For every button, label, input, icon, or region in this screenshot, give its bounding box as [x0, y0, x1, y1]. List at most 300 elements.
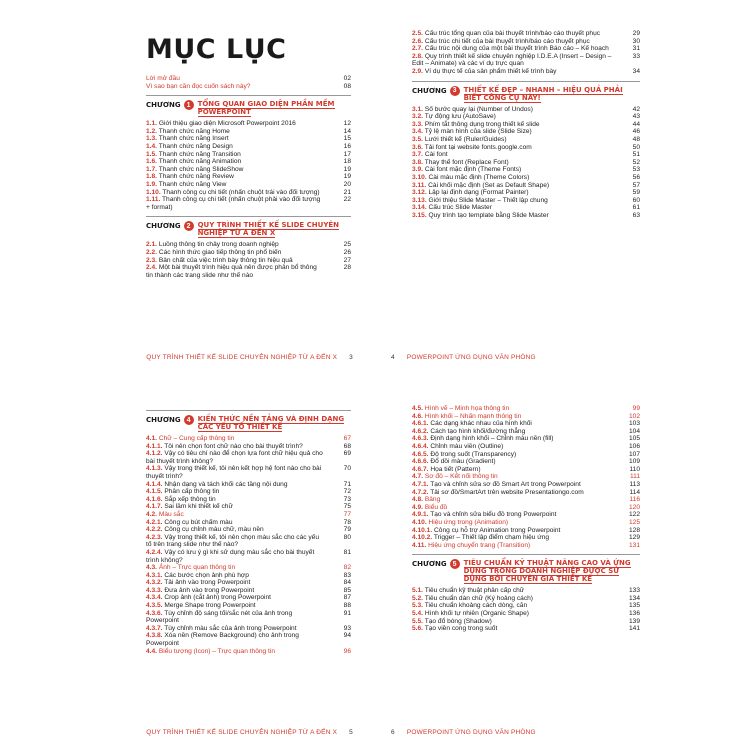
toc-entry [412, 489, 640, 497]
toc-entry [412, 30, 640, 38]
footer [391, 729, 536, 736]
chapter-title-text: TỔNG QUAN GIAO DIỆN PHẦN MỀM POWERPOINT [197, 100, 335, 117]
toc-entry-text [146, 264, 335, 279]
toc-entry-number: 4.9.1. [412, 511, 429, 519]
toc-entry-page: 51 [632, 151, 640, 159]
toc-entry-number: 4.6.6. [412, 458, 429, 466]
toc-entry [412, 204, 640, 212]
toc-entry-title: Tiêu chuẩn dàn chữ (Ký hoảng cách) [424, 594, 533, 602]
chapter-label: CHƯƠNG [146, 222, 181, 231]
toc-entry-text [412, 602, 624, 610]
toc-entry [146, 264, 351, 279]
toc-entry-number: 4.1.7. [146, 503, 163, 511]
toc-entry-text [412, 435, 624, 443]
toc-entry-text [412, 204, 624, 212]
toc-entry-number: 2.9. [412, 67, 423, 75]
toc-entry [146, 143, 351, 151]
chapter-title [464, 559, 640, 583]
toc-entry-title: Họa tiết (Pattern) [430, 465, 481, 473]
toc-entry-number: 4.8. [412, 496, 423, 504]
chapter-number-badge: 1 [184, 100, 194, 110]
toc-entry [146, 602, 351, 610]
toc-entry-page: 78 [343, 518, 351, 526]
toc-entry-text [412, 610, 624, 618]
toc-entry-page: 84 [343, 579, 351, 587]
toc-entry-page: 17 [343, 150, 351, 158]
chapter-header [146, 410, 351, 431]
toc-entry-page: 93 [343, 624, 351, 632]
toc-entry-number: 3.2. [412, 113, 423, 121]
toc-entry [412, 625, 640, 633]
toc-entry-text [146, 465, 335, 480]
toc-entry-text [146, 519, 335, 527]
toc-entry-number: 4.3.5. [146, 602, 163, 610]
toc-entry-text [412, 481, 624, 489]
toc-entry-page: 103 [628, 420, 640, 428]
toc-entry-page: 69 [343, 450, 351, 458]
footer-text: QUY TRÌNH THIẾT KẾ SLIDE CHUYÊN NGHIỆP TỪ A ĐẾN X [146, 729, 338, 736]
toc-entry-text [412, 625, 624, 633]
toc-entry-number: 4.6.5. [412, 450, 429, 458]
toc-entry-page: 46 [632, 128, 640, 136]
toc-entry-page: 110 [629, 465, 640, 473]
toc-entry-title: Thanh công cụ chi tiết (nhấn chuột phải vào đối tượng + format) [146, 196, 321, 211]
toc-entry [146, 189, 351, 197]
toc-entry [412, 511, 640, 519]
toc-entry-page: 33 [632, 52, 640, 60]
toc-entry-number: 4.1.6. [146, 495, 163, 503]
toc-entry-text [146, 189, 335, 197]
toc-entry-text [146, 564, 335, 572]
toc-entry [412, 496, 640, 504]
toc-entry-page: 136 [628, 610, 640, 618]
toc-entry-title: Bảng [424, 496, 441, 504]
footer-page-number: 6 [391, 729, 395, 736]
chapter-title [198, 100, 351, 116]
toc-entry-page: 60 [632, 196, 640, 204]
toc-entry [412, 53, 640, 68]
chapter-label: CHƯƠNG [412, 560, 447, 569]
toc-entry-page: 67 [343, 435, 351, 442]
toc-entry-number: 4.2.2. [146, 526, 163, 534]
toc-entry-title: Số bước quay lại (Number of Undos) [424, 105, 533, 113]
toc-entry-title: Quy trình thiết kế slide chuyên nghiệp I.D.E.A (Insert – Design – Edit – Animate) và các ví dụ trực quan [412, 52, 612, 68]
toc-entry-title: Tải sơ đồ/SmartArt trên website Presentationgo.com [430, 488, 584, 496]
chapter-number-badge: 2 [184, 221, 194, 231]
toc-entry-title: Hình vẽ – Minh họa thông tin [424, 405, 510, 412]
toc-entry-number: 4.3.8. [146, 632, 163, 640]
toc-entry [412, 159, 640, 167]
toc-entry-page: 94 [343, 632, 351, 640]
toc-entry-number: 2.4. [146, 264, 157, 272]
toc-entry [146, 135, 351, 143]
toc-entry-number: 4.3.6. [146, 609, 163, 617]
toc-entry-text [146, 257, 335, 265]
toc-entry-text [146, 173, 335, 181]
toc-entry-page: 26 [343, 248, 351, 256]
footer-page-number: 5 [349, 729, 353, 736]
toc-entry-page: 88 [343, 602, 351, 610]
toc-entry-number: 4.11. [412, 541, 427, 549]
toc-entry-page: 28 [343, 264, 351, 272]
toc-entry-page: 120 [628, 503, 640, 511]
toc-entry-number: 3.1. [412, 105, 423, 113]
toc-entry-number: 1.9. [146, 180, 157, 188]
toc-entry-number: 4.3.2. [146, 579, 163, 587]
toc-entry-number: 4.10.2. [412, 534, 433, 542]
toc-entry-text [412, 473, 624, 481]
toc-entry-title: Phân cấp thông tin [164, 488, 220, 496]
toc-entry-number: 3.14. [412, 204, 427, 212]
toc-entry-title: Cài font [424, 151, 448, 159]
toc-entry-number: 4.6.3. [412, 435, 429, 443]
toc-entry-number: 5.2. [412, 594, 423, 602]
toc-entry-title: Công cụ hỗ trợ Animation trong Powerpoint [434, 526, 561, 534]
toc-entry-page: 83 [343, 571, 351, 579]
toc-entry-number: 1.5. [146, 150, 157, 158]
toc-entry [146, 526, 351, 534]
toc-entry [146, 173, 351, 181]
page-5 [0, 375, 375, 750]
toc-entry-page: 25 [343, 241, 351, 249]
footer-text: POWERPOINT ỨNG DỤNG VĂN PHÒNG [406, 729, 536, 736]
toc-entry-title: Thanh chức năng Design [158, 142, 233, 150]
toc-entry [412, 68, 640, 76]
toc-entry-text [146, 572, 335, 580]
toc-entry [146, 511, 351, 519]
toc-entry-page: 82 [343, 564, 351, 572]
chapter-label: CHƯƠNG [146, 101, 181, 110]
toc-entry-title: Cách tạo hình khối/đường thẳng [430, 427, 526, 435]
toc-entry-title: Màu sắc [158, 510, 184, 518]
toc-entry-title: Các dạng khác nhau của hình khối [430, 420, 532, 428]
toc-entry-page: 111 [629, 473, 640, 481]
toc-entry-page: 43 [632, 113, 640, 121]
page-6 [375, 375, 750, 750]
intro-list [146, 75, 351, 90]
toc-entry-page: 50 [632, 143, 640, 151]
toc-entry-number: 1.2. [146, 127, 157, 135]
toc-entry [146, 196, 351, 211]
chapter-1-list [146, 95, 351, 211]
toc-entry-text [146, 128, 335, 136]
toc-entry-text [412, 527, 624, 535]
toc-entry-title: Sai lầm khi thiết kế chữ [164, 503, 233, 511]
toc-entry-page: 91 [343, 609, 351, 617]
toc-entry-number: 3.13. [412, 196, 427, 204]
toc-entry-number: 3.15. [412, 211, 427, 219]
toc-entry-text [146, 151, 335, 159]
toc-entry [412, 166, 640, 174]
toc-entry-number: 3.12. [412, 189, 427, 197]
toc-entry [146, 158, 351, 166]
toc-entry-text [146, 196, 335, 211]
toc-entry-number: 4.1.5. [146, 488, 163, 496]
toc-entry-title: Merge Shape trong Powerpoint [164, 602, 256, 610]
chapter-header [146, 216, 351, 237]
toc-entry-title: Vậy có tiêu chí nào để chọn lựa font chữ hiệu quả cho bài thuyết trình không? [146, 450, 323, 465]
toc-entry-number: 4.3.7. [146, 624, 163, 632]
toc-entry [412, 602, 640, 610]
toc-entry-number: 4.1.1. [146, 442, 163, 450]
toc-entry-number: 4.2.4. [146, 548, 163, 556]
toc-entry-text [146, 450, 335, 465]
toc-entry-number: 1.1. [146, 120, 157, 128]
toc-entry-number: 1.11. [146, 196, 161, 204]
toc-entry-title: Tải font tại website fonts.google.com [424, 143, 532, 151]
toc-entry-page: 29 [632, 30, 640, 37]
toc-entry-page: 42 [632, 105, 640, 113]
toc-entry-text [146, 632, 335, 647]
toc-entry-title: Cấu trúc nội dung của một bài thuyết trình Báo cáo – Kế hoạch [424, 45, 609, 53]
chapter-title-text: THIẾT KẾ ĐẸP – NHANH – HIỆU QUẢ PHẢI BIẾT CÔNG CỤ NÀY! [463, 85, 623, 102]
chapter-title-text: QUY TRÌNH THIẾT KẾ SLIDE CHUYÊN NGHIỆP TỪ A ĐẾN X [197, 221, 340, 238]
toc-entry-text [412, 68, 624, 76]
toc-entry-page: 102 [628, 412, 640, 420]
footer [146, 729, 353, 736]
toc-entry-page: 114 [629, 488, 640, 496]
toc-entry-page: 31 [632, 45, 640, 53]
toc-entry-page: 48 [632, 135, 640, 143]
toc-entry [412, 144, 640, 152]
toc-entry [146, 534, 351, 549]
toc-entry-title: Các bước chọn ảnh phù hợp [164, 571, 249, 579]
toc-entry-number: 5.1. [412, 587, 423, 595]
toc-entry [412, 534, 640, 542]
toc-entry [412, 113, 640, 121]
toc-entry [412, 106, 640, 114]
toc-entry-text [146, 594, 335, 602]
toc-entry-number: 1.3. [146, 135, 157, 143]
toc-entry-number: 2.2. [146, 248, 157, 256]
toc-entry-number: 2.5. [412, 30, 423, 37]
toc-entry-title: Các hình thức giao tiếp thông tin phổ biến [158, 248, 282, 256]
toc-entry-title: Cài màu mặc định (Theme Colors) [428, 173, 530, 181]
toc-entry-number: 4.1. [146, 435, 157, 442]
toc-entry [146, 257, 351, 265]
chapter-label: CHƯƠNG [146, 416, 181, 424]
toc-entry [412, 174, 640, 182]
chapter-number-badge: 5 [450, 559, 460, 569]
chapter-title [198, 415, 351, 431]
toc-entry-title: Vậy có lưu ý gì khi sử dụng màu sắc cho bài thuyết trình không? [146, 548, 315, 564]
toc-entry-text [146, 648, 335, 656]
toc-entry-title: Cấu trúc tổng quan của bài thuyết trình/báo cáo thuyết phục [424, 30, 601, 37]
toc-entry-number: 4.1.4. [146, 480, 163, 488]
toc-entry [412, 527, 640, 535]
toc-entry [412, 151, 640, 159]
toc-entry-text [412, 159, 624, 167]
toc-entry-title: Ví dụ thực tế của sản phẩm thiết kế trình bày [424, 67, 557, 75]
toc-entry-title: Tạo và chỉnh sửa sơ đồ Smart Art trong Powerpoint [430, 480, 581, 488]
toc-entry-title: Nhận dạng và tách khối các tầng nội dung [164, 480, 288, 488]
footer [146, 354, 353, 361]
toc-entry-text [146, 75, 335, 83]
toc-entry [146, 648, 351, 656]
toc-entry-title: Thanh chức năng Home [158, 127, 230, 135]
toc-entry-text [146, 503, 335, 511]
toc-entry-number: 4.3. [146, 564, 157, 572]
toc-entry-text [146, 435, 335, 443]
toc-entry-page: 109 [628, 458, 640, 466]
toc-entry-number: 1.10. [146, 188, 161, 196]
toc-entry-page: 16 [343, 142, 351, 150]
toc-entry-text [412, 166, 624, 174]
chapter-2-list [146, 216, 351, 279]
toc-entry-number: 4.9. [412, 503, 423, 511]
toc-entry-number: 4.3.1. [146, 571, 163, 579]
toc-entry [146, 241, 351, 249]
toc-entry-text [146, 83, 335, 91]
toc-entry-title: Thanh chức năng View [158, 180, 227, 188]
toc-entry-title: Vậy trong thiết kế, tôi nên chọn màu sắc cho các yếu tố trên trang slide như thế nào? [146, 533, 320, 549]
chapter-number-badge: 3 [450, 86, 460, 96]
toc-entry-page: 141 [628, 625, 640, 633]
toc-entry-number: 4.3.3. [146, 586, 163, 594]
toc-entry-number: 4.6.2. [412, 427, 429, 435]
toc-entry-title: Giới thiệu giao diện Microsoft Powerpoint 2016 [158, 120, 296, 128]
toc-entry-title: Thanh chức năng Animation [158, 158, 242, 166]
toc-entry [412, 45, 640, 53]
toc-entry-page: 56 [632, 173, 640, 181]
toc-entry-title: Biểu đồ [424, 503, 448, 511]
toc-entry [146, 579, 351, 587]
toc-entry [412, 519, 640, 527]
toc-entry-text [412, 542, 624, 550]
toc-entry [146, 249, 351, 257]
toc-entry-page: 68 [343, 442, 351, 450]
toc-entry-title: Hiệu ứng trong (Animation) [428, 518, 509, 526]
toc-entry [412, 182, 640, 190]
toc-entry-number: 1.4. [146, 142, 157, 150]
toc-entry-page: 02 [343, 75, 351, 82]
toc-entry [412, 610, 640, 618]
toc-entry-text [412, 534, 624, 542]
toc-heading: MỤC LỤC [146, 34, 287, 65]
toc-entry-text [412, 144, 624, 152]
toc-entry-title: Cấu trúc Slide Master [428, 204, 492, 212]
toc-entry-number: 3.11. [412, 181, 427, 189]
toc-entry-title: Tỷ lệ màn hình của slide (Slide Size) [424, 128, 532, 136]
toc-entry-number: 4.6.1. [412, 420, 429, 428]
toc-entry-title: Công cụ bút chấm màu [164, 518, 233, 526]
chapter-number-badge: 4 [184, 415, 194, 425]
chapter-header [146, 95, 351, 116]
toc-entry-page: 133 [628, 587, 640, 595]
toc-entry [412, 212, 640, 220]
toc-entry-number: 3.10. [412, 173, 427, 181]
toc-entry-page: 72 [343, 488, 351, 496]
toc-entry-number: 4.2.3. [146, 533, 163, 541]
toc-entry-title: Thanh công cụ chi tiết (nhấn chuột trái vào đối tượng) [162, 188, 320, 196]
toc-entry-page: 63 [632, 211, 640, 219]
toc-entry-title: Sắp xếp thông tin [164, 495, 216, 503]
toc-entry-page: 122 [628, 511, 640, 519]
toc-entry-page: 104 [628, 427, 640, 435]
toc-entry-text [146, 249, 335, 257]
toc-entry-text [412, 151, 624, 159]
toc-entry-page: 79 [343, 526, 351, 534]
toc-entry-page: 18 [343, 158, 351, 166]
toc-entry [412, 587, 640, 595]
toc-entry-number: 2.6. [412, 37, 423, 45]
toc-entry [412, 458, 640, 466]
toc-entry-text [146, 549, 335, 564]
toc-entry-text [146, 579, 335, 587]
footer-page-number: 4 [391, 354, 395, 361]
toc-entry-page: 52 [632, 158, 640, 166]
toc-entry-title: Hiệu ứng chuyển trang (Transition) [428, 541, 531, 549]
toc-entry-text [146, 158, 335, 166]
toc-entry-page: 19 [343, 165, 351, 173]
toc-entry-number: 4.3.4. [146, 594, 163, 602]
toc-entry-number: 4.6.4. [412, 442, 429, 450]
toc-entry [412, 420, 640, 428]
chapter-header [412, 554, 640, 583]
toc-entry [146, 465, 351, 480]
toc-entry-title: Hình khối – Nhấn mạnh thông tin [424, 412, 522, 420]
page-3 [0, 0, 375, 375]
toc-entry-title: Thanh chức năng SlideShow [158, 165, 244, 173]
toc-entry-text [412, 30, 624, 38]
toc-entry-number: 2.8. [412, 52, 423, 60]
toc-entry-title: Hình khối tự nhiên (Organic Shape) [424, 610, 529, 618]
toc-entry-page: 129 [628, 534, 640, 542]
toc-entry-text [412, 443, 624, 451]
toc-entry-title: Crop ảnh (cắt ảnh) trong Powerpoint [164, 594, 272, 602]
toc-entry-page: 44 [632, 120, 640, 128]
toc-entry-text [146, 602, 335, 610]
chapter-title [198, 221, 351, 237]
toc-entry-title: Tạo viền cong trong suốt [424, 625, 498, 633]
toc-entry-text [146, 143, 335, 151]
toc-entry-page: 87 [343, 594, 351, 602]
toc-entry-number: 5.5. [412, 617, 423, 625]
toc-entry-title: Lưới thiết kế (Ruler/Guides) [424, 135, 507, 143]
toc-entry-text [412, 405, 624, 413]
toc-entry-title: Trigger – Thiết lập điểm chạm hiệu ứng [433, 534, 549, 542]
toc-entry-number: 4.10.1. [412, 526, 433, 534]
toc-entry-text [412, 420, 624, 428]
toc-entry-title: Đổ dồi màu (Gradient) [430, 458, 496, 466]
chapter-header [412, 81, 640, 102]
toc-entry [412, 128, 640, 136]
toc-entry [146, 450, 351, 465]
toc-entry [146, 519, 351, 527]
toc-entry-page: 139 [628, 617, 640, 625]
toc-entry-number: 2.7. [412, 45, 423, 53]
toc-entry-number: 3.3. [412, 120, 423, 128]
toc-entry [146, 151, 351, 159]
toc-entry-page: 106 [628, 442, 640, 450]
toc-entry-title: Quy trình tạo template bằng Slide Master [428, 211, 549, 219]
toc-entry-number: 5.6. [412, 625, 423, 633]
toc-entry-text [412, 587, 624, 595]
chapter-title-text: TIÊU CHUẨN KỸ THUẬT NÂNG CAO VÀ ỨNG DỤNG TRONG DOANH NGHIỆP ĐƯỢC SỬ DỤNG BỞI CHUYÊN GIA THIẾT KẾ [463, 559, 631, 584]
toc-entry [146, 166, 351, 174]
toc-entry-number: 4.7. [412, 473, 423, 481]
toc-entry-number: 4.6.7. [412, 465, 429, 473]
toc-entry [146, 572, 351, 580]
toc-entry-text [146, 526, 335, 534]
toc-entry-page: 15 [343, 135, 351, 143]
toc-entry [412, 405, 640, 413]
toc-entry-title: Ảnh – Trực quan thông tin [158, 564, 236, 572]
toc-entry-title: Sơ đồ – Kết nối thông tin [424, 473, 498, 481]
toc-entry-page: 57 [632, 181, 640, 189]
toc-entry-page: 107 [628, 450, 640, 458]
chapter-label: CHƯƠNG [412, 86, 447, 95]
